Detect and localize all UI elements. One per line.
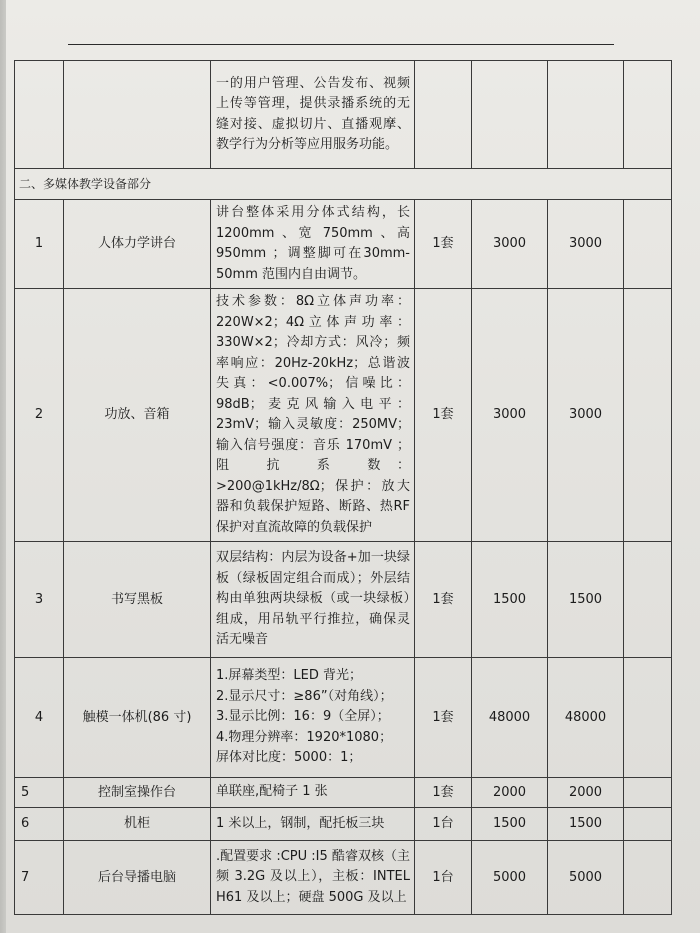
item-quantity: 1套 (415, 778, 472, 808)
row-number: 7 (15, 841, 64, 915)
spec-line: 2.显示尺寸：≥86”（对角线）； (216, 688, 393, 704)
row-number: 5 (15, 778, 64, 808)
item-name: 控制室操作台 (64, 778, 211, 808)
spec-line: 1.屏幕类型：LED 背光； (216, 668, 363, 684)
item-description: 技术参数：8Ω立体声功率：220W×2；4Ω立体声功率：330W×2；冷却方式：风冷；频率响应：20Hz-20kHz；总谐波失真：<0.007%；信噪比：98dB；麦克风输入电平：23mV；输入灵敏度：250MV；输入信号强度：音乐 170mV ； 阻 抗 系 数：>200@1kHz/8Ω；保护：放大器和负载保护短路、断路、热RF 保护对直流故障的负载保护 (211, 289, 415, 542)
item-quantity: 1台 (415, 841, 472, 915)
item-name: 机柜 (64, 808, 211, 841)
table-row (15, 658, 672, 778)
item-name: 功放、音箱 (64, 289, 211, 542)
item-quantity: 1台 (415, 808, 472, 841)
item-name: 后台导播电脑 (64, 841, 211, 915)
item-quantity: 1套 (415, 542, 472, 658)
item-name: 触模一体机(86 寸) (64, 658, 211, 778)
item-total: 2000 (548, 778, 624, 808)
qty-cell (415, 61, 472, 169)
item-quantity: 1套 (415, 658, 472, 778)
item-remark (624, 200, 672, 289)
item-remark (624, 778, 672, 808)
table-row (15, 200, 672, 289)
item-total: 1500 (548, 542, 624, 658)
item-unit-price: 1500 (472, 808, 548, 841)
section-title: 二、多媒体教学设备部分 (15, 169, 672, 200)
header-rule (68, 44, 614, 45)
item-name: 人体力学讲台 (64, 200, 211, 289)
desc-cell: 一的用户管理、公告发布、视频上传等管理，提供录播系统的无缝对接、虚拟切片、直播观摩、教学行为分析等应用服务功能。 (211, 61, 415, 169)
item-description (211, 658, 415, 778)
item-remark (624, 658, 672, 778)
item-remark (624, 542, 672, 658)
item-quantity: 1套 (415, 289, 472, 542)
item-remark (624, 808, 672, 841)
remark-cell (624, 61, 672, 169)
item-remark (624, 841, 672, 915)
table-row (15, 808, 672, 841)
item-unit-price: 48000 (472, 658, 548, 778)
item-total: 48000 (548, 658, 624, 778)
item-total: 3000 (548, 289, 624, 542)
row-number: 2 (15, 289, 64, 542)
row-number: 6 (15, 808, 64, 841)
document-page (6, 0, 700, 933)
item-description: 双层结构：内层为设备+加一块绿板（绿板固定组合而成）；外层结构由单独两块绿板（或一块绿板）组成，用吊轨平行推拉，确保灵活无噪音 (211, 542, 415, 658)
item-description: 讲台整体采用分体式结构，长1200mm 、宽 750mm 、高950mm ；调整脚可在30mm-50mm 范围内自由调节。 (211, 200, 415, 289)
item-description: .配置要求 :CPU :I5 酷睿双核（主频 3.2G 及以上），主板：INTEL H61 及以上；硬盘 500G 及以上 (211, 841, 415, 915)
item-total: 3000 (548, 200, 624, 289)
row-number: 4 (15, 658, 64, 778)
item-unit-price: 3000 (472, 200, 548, 289)
row-number: 3 (15, 542, 64, 658)
spec-line: 4.物理分辨率：1920*1080； (216, 729, 393, 745)
table-row (15, 841, 672, 915)
item-description: 1 米以上，钢制，配托板三块 (211, 808, 415, 841)
equipment-table (14, 60, 672, 915)
price-cell (472, 61, 548, 169)
item-unit-price: 5000 (472, 841, 548, 915)
row-number: 1 (15, 200, 64, 289)
total-cell (548, 61, 624, 169)
item-unit-price: 2000 (472, 778, 548, 808)
item-name: 书写黑板 (64, 542, 211, 658)
item-description: 单联座,配椅子 1 张 (211, 778, 415, 808)
item-remark (624, 289, 672, 542)
name-cell (64, 61, 211, 169)
item-unit-price: 3000 (472, 289, 548, 542)
item-unit-price: 1500 (472, 542, 548, 658)
table-row (15, 778, 672, 808)
spec-line: 屏体对比度：5000：1； (216, 750, 362, 766)
table-row-continuation (15, 61, 672, 169)
section-header-row (15, 169, 672, 200)
item-total: 5000 (548, 841, 624, 915)
item-total: 1500 (548, 808, 624, 841)
item-quantity: 1套 (415, 200, 472, 289)
no-cell (15, 61, 64, 169)
spec-line: 3.显示比例：16：9（全屏）； (216, 709, 390, 725)
table-row (15, 289, 672, 542)
table-row (15, 542, 672, 658)
